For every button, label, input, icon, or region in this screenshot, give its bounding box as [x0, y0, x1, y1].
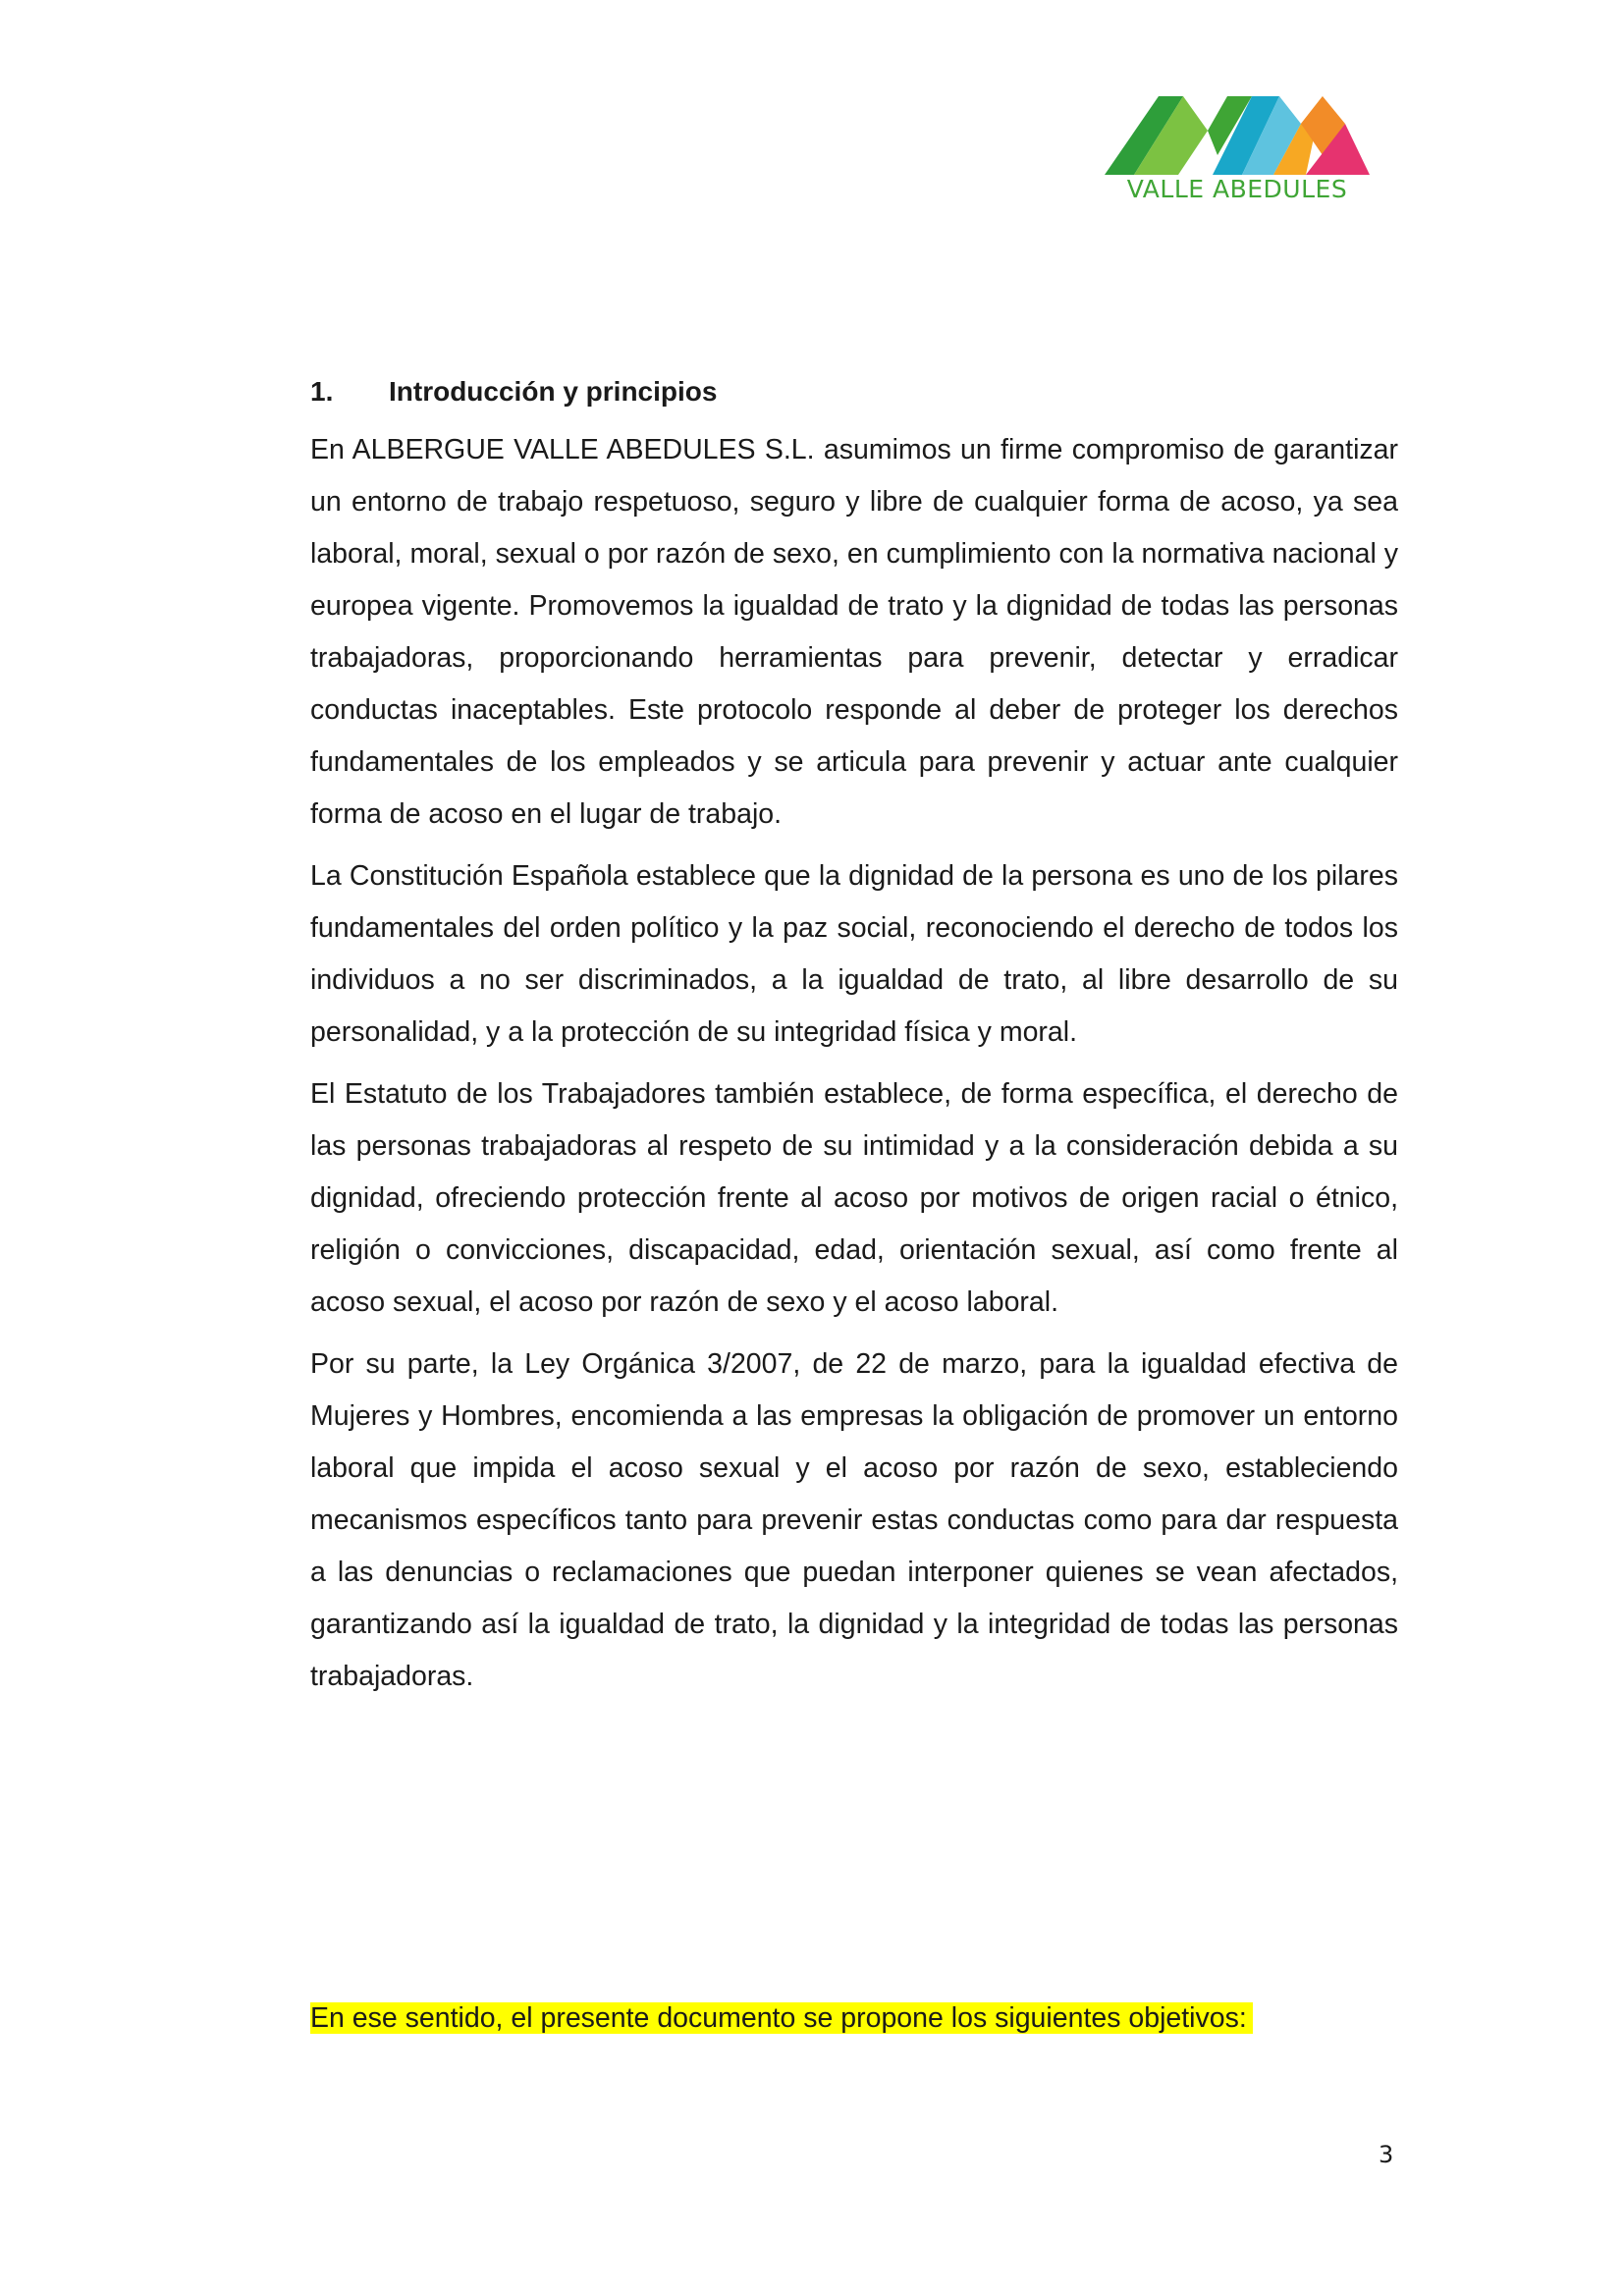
- logo-text: VALLE ABEDULES: [1126, 175, 1348, 203]
- paragraph-statute: El Estatuto de los Trabajadores también establece, de forma específica, el derecho de las personas trabajadoras al respeto de su intimidad y a la consideración debida a su dignidad, ofreciendo protección frente al acoso por motivos de origen racial o étnico, religión o convicciones, discapacidad, edad, orientación sexual, así como frente al acoso sexual, el acoso por razón de sexo y el acoso laboral.: [310, 1078, 1398, 1318]
- paragraph-organic-law: Por su parte, la Ley Orgánica 3/2007, de 22 de marzo, para la igualdad efectiva de Mujeres y Hombres, encomienda a las empresas la obligación de promover un entorno laboral que impida el acoso sexual y el acoso por razón de sexo, estableciendo mecanismos específicos tanto para prevenir estas conductas como para dar respuesta a las denuncias o reclamaciones que puedan interponer quienes se vean afectados, garantizando así la igualdad de trato, la dignidad y la integridad de todas las personas trabajadoras.: [310, 1348, 1398, 1692]
- company-logo: [1105, 77, 1370, 209]
- highlighted-text: En ese sentido, el presente documento se propone los siguientes objetivos:: [310, 2002, 1253, 2034]
- document-body: [310, 365, 1398, 1713]
- page-number: 3: [1379, 2141, 1394, 2168]
- section-title: Introducción y principios: [389, 376, 718, 407]
- section-heading: [310, 365, 1398, 418]
- mountains-logo-icon: [1105, 77, 1370, 175]
- paragraph-constitution: La Constitución Española establece que la dignidad de la persona es uno de los pilares fundamentales del orden político y la paz social, reconociendo el derecho de todos los individuos a no ser discriminados, a la igualdad de trato, al libre desarrollo de su personalidad, y a la protección de su integridad física y moral.: [310, 860, 1398, 1048]
- highlighted-sentence: [310, 1998, 1253, 2038]
- section-number: 1.: [310, 376, 334, 407]
- paragraph-intro: En ALBERGUE VALLE ABEDULES S.L. asumimos un firme compromiso de garantizar un entorno de trabajo respetuoso, seguro y libre de cualquier forma de acoso, ya sea laboral, moral, sexual o por razón de sexo, en cumplimiento con la normativa nacional y europea vigente. Promovemos la igualdad de trato y la dignidad de todas las personas trabajadoras, proporcionando herramientas para prevenir, detectar y erradicar conductas inaceptables. Este protocolo responde al deber de proteger los derechos fundamentales de los empleados y se articula para prevenir y actuar ante cualquier forma de acoso en el lugar de trabajo.: [310, 434, 1398, 830]
